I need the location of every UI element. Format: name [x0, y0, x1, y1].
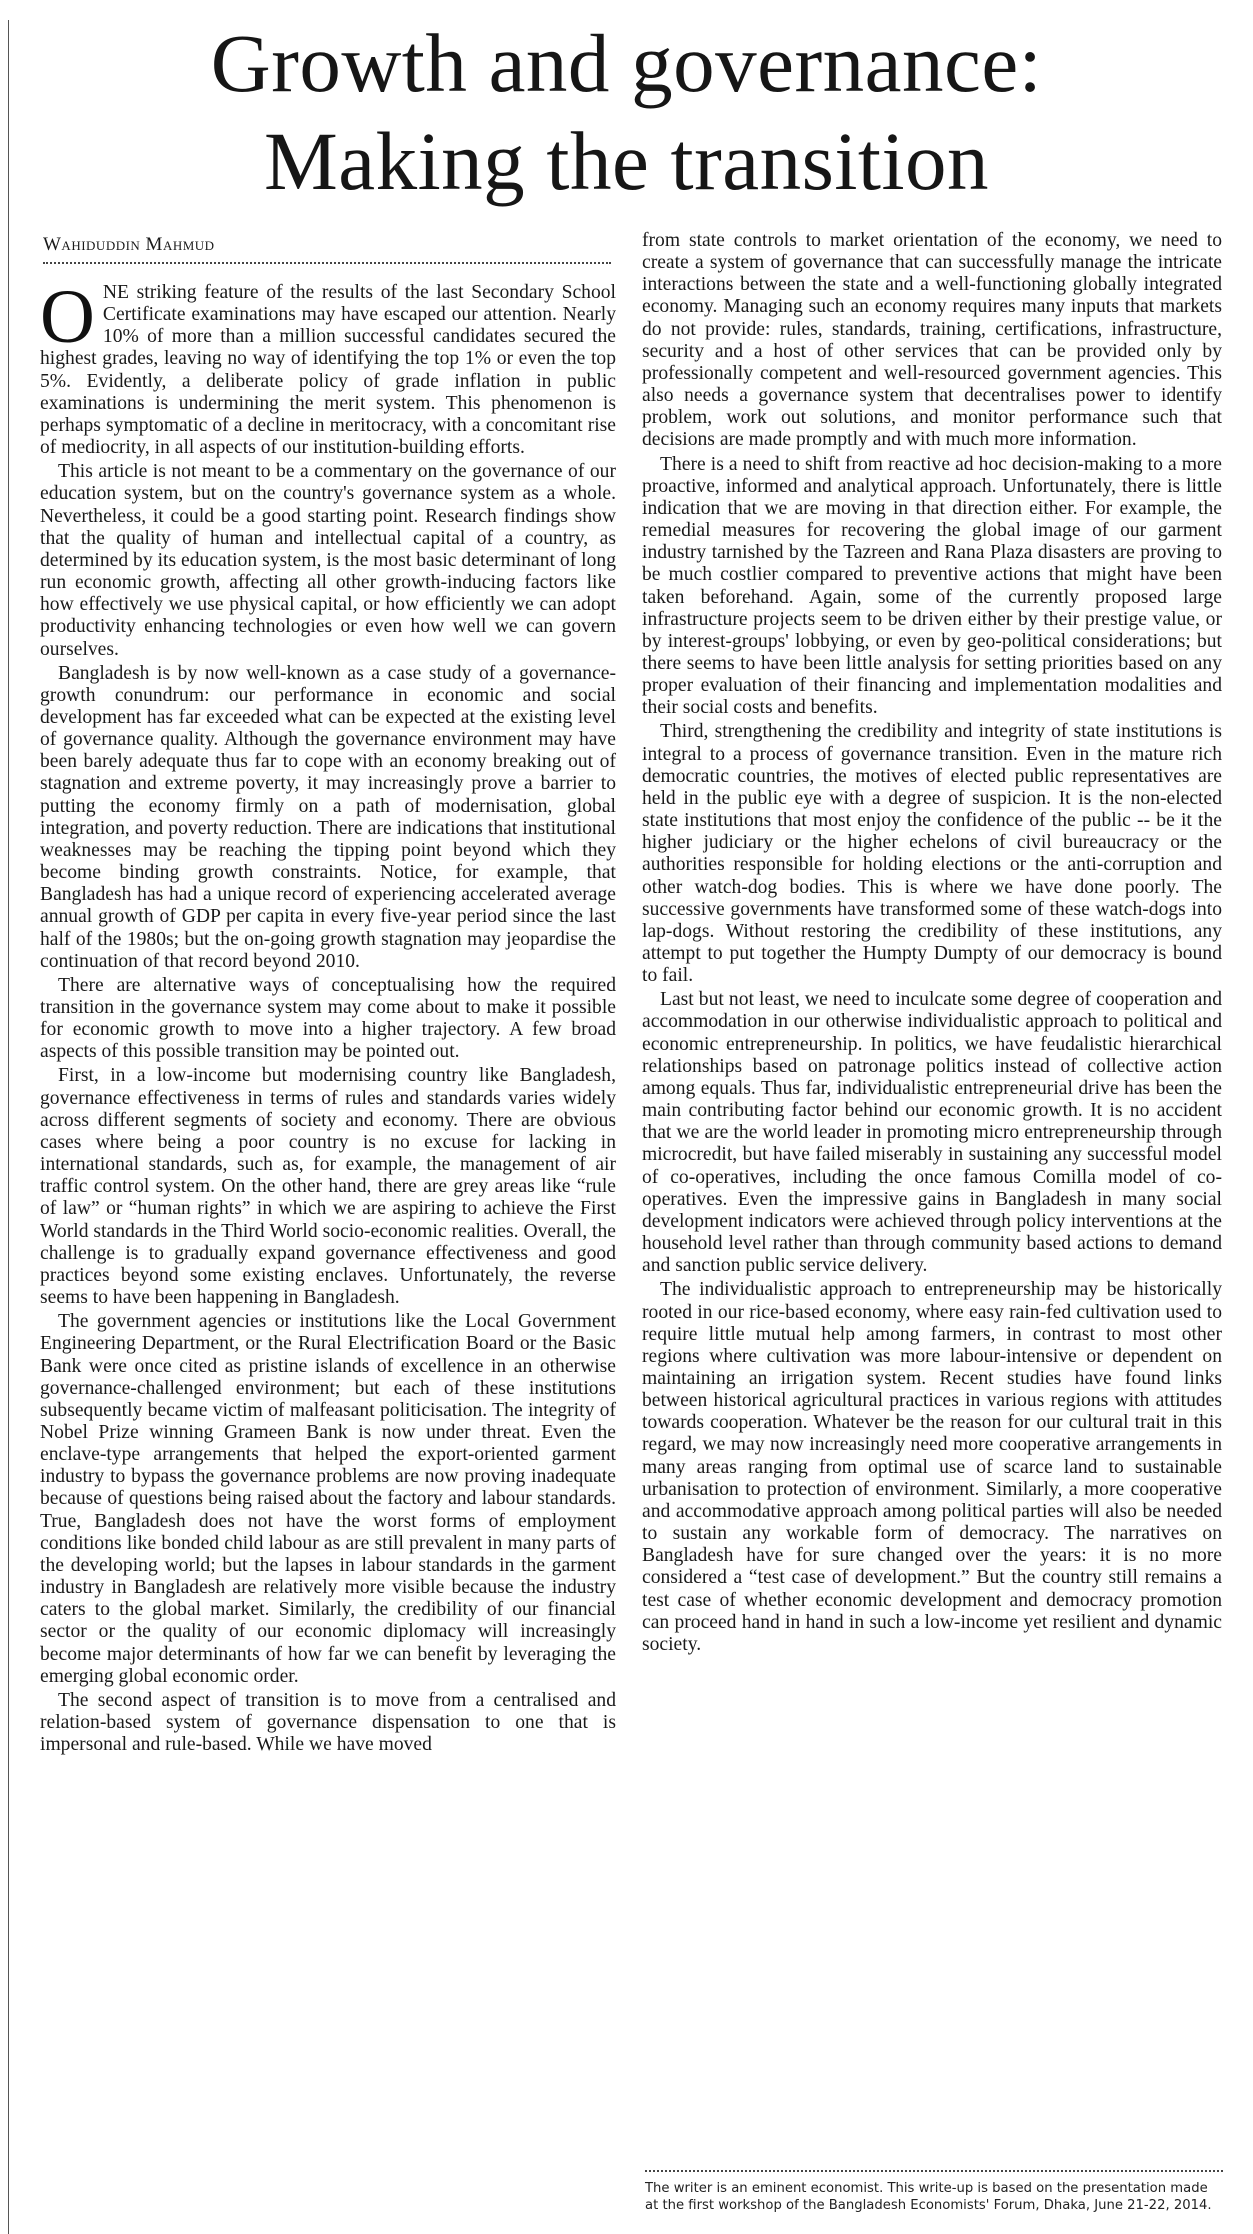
paragraph: The second aspect of transition is to move from a centralised and relation-based system of governance dispensation to one that is impersonal and rule-based. While we have moved: [40, 1689, 616, 1756]
paragraph: There are alternative ways of conceptualising how the required transition in the governance system may come about to make it possible for economic growth to move into a higher trajectory. A few broad aspects of this possible transition may be pointed out.: [40, 974, 616, 1063]
left-column: [40, 275, 616, 1758]
drop-cap: O: [40, 275, 95, 359]
paragraph: The government agencies or institutions like the Local Government Engineering Department, or the Rural Electrification Board or the Basic Bank were once cited as pristine islands of excellence in an otherwise governance-challenged environment; but each of these institutions subsequently became victim of malfeasant politicisation. The integrity of Nobel Prize winning Grameen Bank is now under threat. Even the enclave-type arrangements that helped the export-oriented garment industry to bypass the governance problems are now proving inadequate because of questions being raised about the factory and labour standards. True, Bangladesh does not have the worst forms of employment conditions like bonded child labour as are still prevalent in many parts of the developing world; but the lapses in labour standards in the garment industry in Bangladesh are relatively more visible because the industry caters to the global market. Similarly, the credibility of our financial sector or the quality of our economic diplomacy will increasingly become major determinants of how far we can benefit by leveraging the emerging global economic order.: [40, 1311, 616, 1687]
right-column: [642, 230, 1222, 1658]
column-rule: [8, 20, 9, 2234]
headline: [0, 14, 1253, 210]
paragraph: First, in a low-income but modernising country like Bangladesh, governance effectiveness in terms of rules and standards varies widely across different segments of society and economy. There are obvious cases where being a poor country is no excuse for lacking in international standards, such as, for example, the management of air traffic control system. On the other hand, there are grey areas like “rule of law” or “human rights” in which we are aspiring to achieve the First World standards in the Third World socio-economic realities. Overall, the challenge is to gradually expand governance effectiveness and good practices beyond some existing enclaves. Unfortunately, the reverse seems to have been happening in Bangladesh.: [40, 1065, 616, 1309]
paragraph: from state controls to market orientation of the economy, we need to create a system of governance that can successfully manage the intricate interactions between the state and a well-functioning globally integrated economy. Managing such an economy requires many inputs that markets do not provide: rules, standards, training, certifications, infrastructure, security and a host of other services that can be provided only by professionally competent and well-resourced government agencies. This also needs a governance system that decentralises power to identify problem, work out solutions, and monitor performance such that decisions are made promptly and with much more information.: [642, 230, 1222, 451]
paragraph: Third, strengthening the credibility and integrity of state institutions is integral to a process of governance transition. Even in the mature rich democratic countries, the motives of elected public representatives are held in the public eye with a degree of suspicion. It is the non-elected state institutions that most enjoy the confidence of the public -- be it the higher judiciary or the higher echelons of civil bureaucracy or the authorities responsible for holding elections or the anti-corruption and other watch-dog bodies. This is where we have done poorly. The successive governments have transformed some of these watch-dogs into lap-dogs. Without restoring the credibility of these institutions, any attempt to put together the Humpty Dumpty of our democracy is bound to fail.: [642, 721, 1222, 987]
paragraph: Bangladesh is by now well-known as a case study of a governance-growth conundrum: our performance in economic and social development has far exceeded what can be expected at the existing level of governance quality. Although the governance environment may have been barely adequate thus far to cope with an economy breaking out of stagnation and extreme poverty, it may increasingly prove a barrier to putting the economy firmly on a path of modernisation, global integration, and poverty reduction. There are indications that institutional weaknesses may be reaching the tipping point beyond which they become binding growth constraints. Notice, for example, that Bangladesh has had a unique record of experiencing accelerated average annual growth of GDP per capita in every five-year period since the last half of the 1980s; but the on-going growth stagnation may jeopardise the continuation of that record beyond 2010.: [40, 662, 616, 972]
paragraph: ONE striking feature of the results of the last Secondary School Certificate examinations may have escaped our attention. Nearly 10% of more than a million successful candidates secured the highest grades, leaving no way of identifying the top 1% or even the top 5%. Evidently, a deliberate policy of grade inflation in public examinations is undermining the merit system. This phenomenon is perhaps symptomatic of a decline in meritocracy, with a concomitant rise of mediocrity, in all aspects of our institution-building efforts.: [40, 275, 616, 459]
headline-line-2: Making the transition: [263, 115, 990, 207]
paragraph: The individualistic approach to entrepreneurship may be historically rooted in our rice-based economy, where easy rain-fed cultivation used to require little mutual help among farmers, in contrast to most other regions where cultivation was more labour-intensive or dependent on maintaining an irrigation system. Recent studies have found links between historical agricultural practices in various regions with attitudes towards cooperation. Whatever be the reason for our cultural trait in this regard, we may now increasingly need more cooperative arrangements in many areas ranging from optimal use of scarce land to sustainable urbanisation to protection of environment. Similarly, a more cooperative and accommodative approach among political parties will also be needed to sustain any workable form of democracy. The narratives on Bangladesh have for sure changed over the years: it is no more considered a “test case of development.” But the country still remains a test case of whether economic development and democracy promotion can proceed hand in hand in such a low-income yet resilient and dynamic society.: [642, 1279, 1222, 1655]
paragraph: There is a need to shift from reactive ad hoc decision-making to a more proactive, informed and analytical approach. Unfortunately, there is little indication that we are moving in that direction either. For example, the remedial measures for recovering the global image of our garment industry tarnished by the Tazreen and Rana Plaza disasters are proving to be much costlier compared to preventive actions that might have been taken beforehand. Again, some of the currently proposed large infrastructure projects seem to be driven either by their prestige value, or by interest-groups' lobbying, or even by geo-political considerations; but there seems to have been little analysis for setting priorities based on any proper evaluation of their financing and implementation modalities and their social costs and benefits.: [642, 453, 1222, 719]
byline: Wahiduddin Mahmud: [43, 234, 611, 264]
author-footnote: The writer is an eminent economist. This write-up is based on the presentation made at the first workshop of the Bangladesh Economists' Forum, Dhaka, June 21-22, 2014.: [645, 2170, 1223, 2214]
paragraph: Last but not least, we need to inculcate some degree of cooperation and accommodation in our otherwise individualistic approach to political and economic entrepreneurship. In politics, we have feudalistic hierarchical relationships based on patronage politics instead of collective action among equals. Thus far, individualistic entrepreneurial drive has been the main contributing factor behind our economic growth. It is no accident that we are the world leader in promoting micro entrepreneurship through microcredit, but have failed miserably in sustaining any successful model of co-operatives, including the once famous Comilla model of co-operatives. Even the impressive gains in Bangladesh in many social development indicators were achieved through policy interventions at the household level rather than through community based actions to demand and sanction public service delivery.: [642, 989, 1222, 1277]
paragraph: This article is not meant to be a commentary on the governance of our education system, but on the country's governance system as a whole. Nevertheless, it could be a good starting point. Research findings show that the quality of human and intellectual capital of a country, as determined by its education system, is the most basic determinant of long run economic growth, affecting all other growth-inducing factors like how effectively we use physical capital, or how efficiently we can adopt productivity enhancing technologies or even how well we can govern ourselves.: [40, 461, 616, 660]
headline-line-1: Growth and governance:: [210, 17, 1043, 109]
